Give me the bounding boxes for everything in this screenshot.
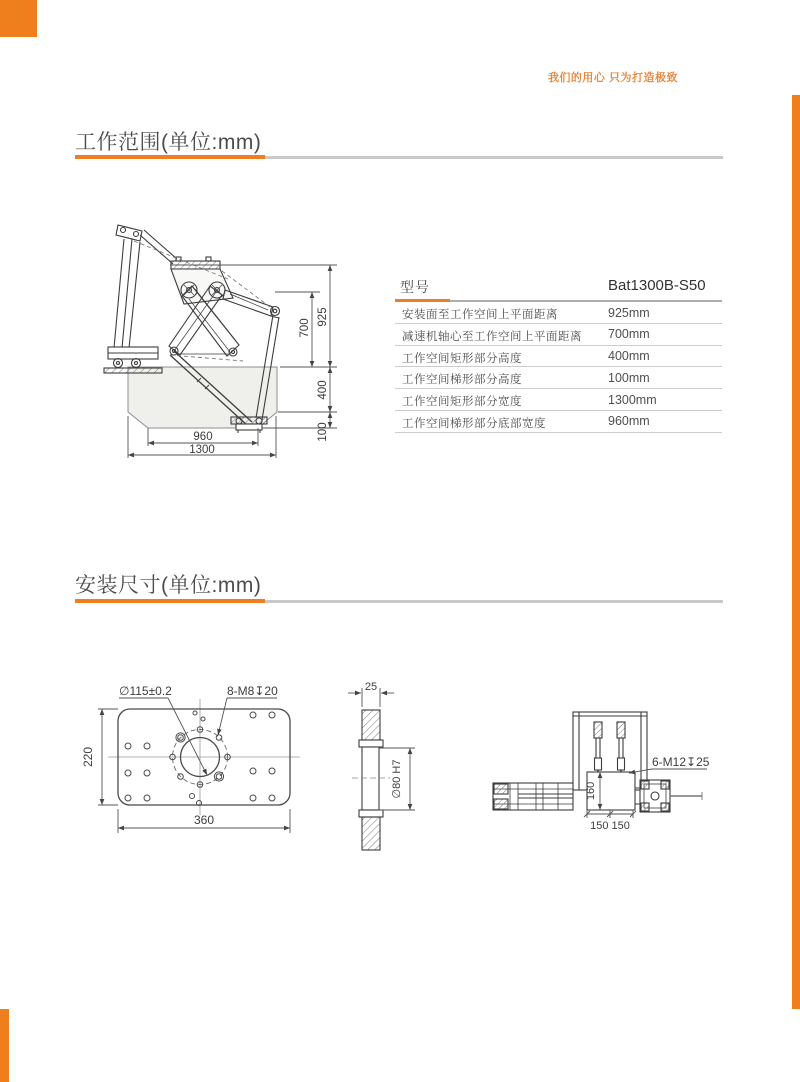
dim-700-label: 700 (299, 318, 311, 338)
row-label: 工作空间矩形部分高度 (402, 352, 522, 365)
row-value: 1300mm (608, 392, 657, 407)
row-value: 400mm (608, 349, 650, 364)
dim-400-label: 400 (317, 380, 329, 400)
section-title-work-range: 工作范围(单位:mm) (75, 131, 262, 154)
corner-accent-square (0, 0, 37, 37)
dimension-lines (128, 265, 337, 458)
model-label: 型号 (400, 279, 430, 295)
row-value: 100mm (608, 370, 650, 385)
base-frame-svg (480, 680, 730, 855)
row-value: 700mm (608, 327, 650, 342)
model-value: Bat1300B-S50 (608, 277, 706, 294)
table-row (395, 324, 722, 346)
mounting-plate-svg (75, 665, 335, 855)
mounting-plate-drawing (75, 665, 335, 855)
row-label: 工作空间梯形部分底部宽度 (402, 417, 546, 430)
table-row (395, 411, 722, 433)
bolt-circle-diameter-label: ∅115±0.2 (119, 684, 172, 698)
flange-dimensions (348, 688, 415, 810)
flange-section-svg (340, 665, 460, 855)
dim-360-label: 360 (193, 813, 215, 827)
spec-table (395, 271, 722, 433)
row-value: 960mm (608, 414, 650, 429)
row-label: 安装面至工作空间上平面距离 (402, 309, 558, 321)
robot-diagram-svg (70, 195, 400, 475)
flange-linework (359, 710, 383, 850)
table-row (395, 346, 722, 368)
right-edge-accent-bar (792, 95, 800, 1009)
dim-960-label: 960 (193, 431, 213, 443)
install-rule-orange (75, 599, 265, 603)
bottom-edge-accent-bar (0, 1009, 9, 1082)
thread-spec-label: 8-M8↧20 (227, 684, 278, 698)
table-row (395, 367, 722, 389)
row-label: 减速机轴心至工作空间上平面距离 (402, 330, 582, 343)
brand-slogan: 我们的用心 只为打造极致 (547, 72, 678, 84)
frame-thread-label: 6-M12↧25 (652, 755, 710, 769)
dim-150-150-label: 150 150 (590, 820, 630, 832)
dim-25-label: 25 (364, 681, 378, 693)
dim-220-label: 220 (81, 746, 95, 768)
work-range-rule-orange (75, 155, 265, 159)
base-frame-drawing (480, 680, 730, 855)
table-row (395, 389, 722, 411)
install-rule-gray (265, 600, 723, 603)
spec-table-header (395, 271, 722, 299)
dim-160-label: 160 (585, 781, 597, 801)
work-range-diagram (70, 195, 400, 475)
bore-diameter-label: ∅80 H7 (391, 759, 403, 799)
row-label: 工作空间矩形部分宽度 (402, 396, 522, 409)
dim-100-label: 100 (317, 422, 329, 442)
flange-section-drawing (340, 665, 460, 855)
table-row (395, 302, 722, 324)
work-range-rule-gray (265, 156, 723, 159)
dim-925-label: 925 (317, 307, 329, 327)
dim-1300-label: 1300 (189, 444, 215, 456)
section-title-install: 安装尺寸(单位:mm) (75, 574, 262, 597)
row-label: 工作空间梯形部分高度 (402, 374, 522, 387)
row-value: 925mm (608, 305, 650, 320)
